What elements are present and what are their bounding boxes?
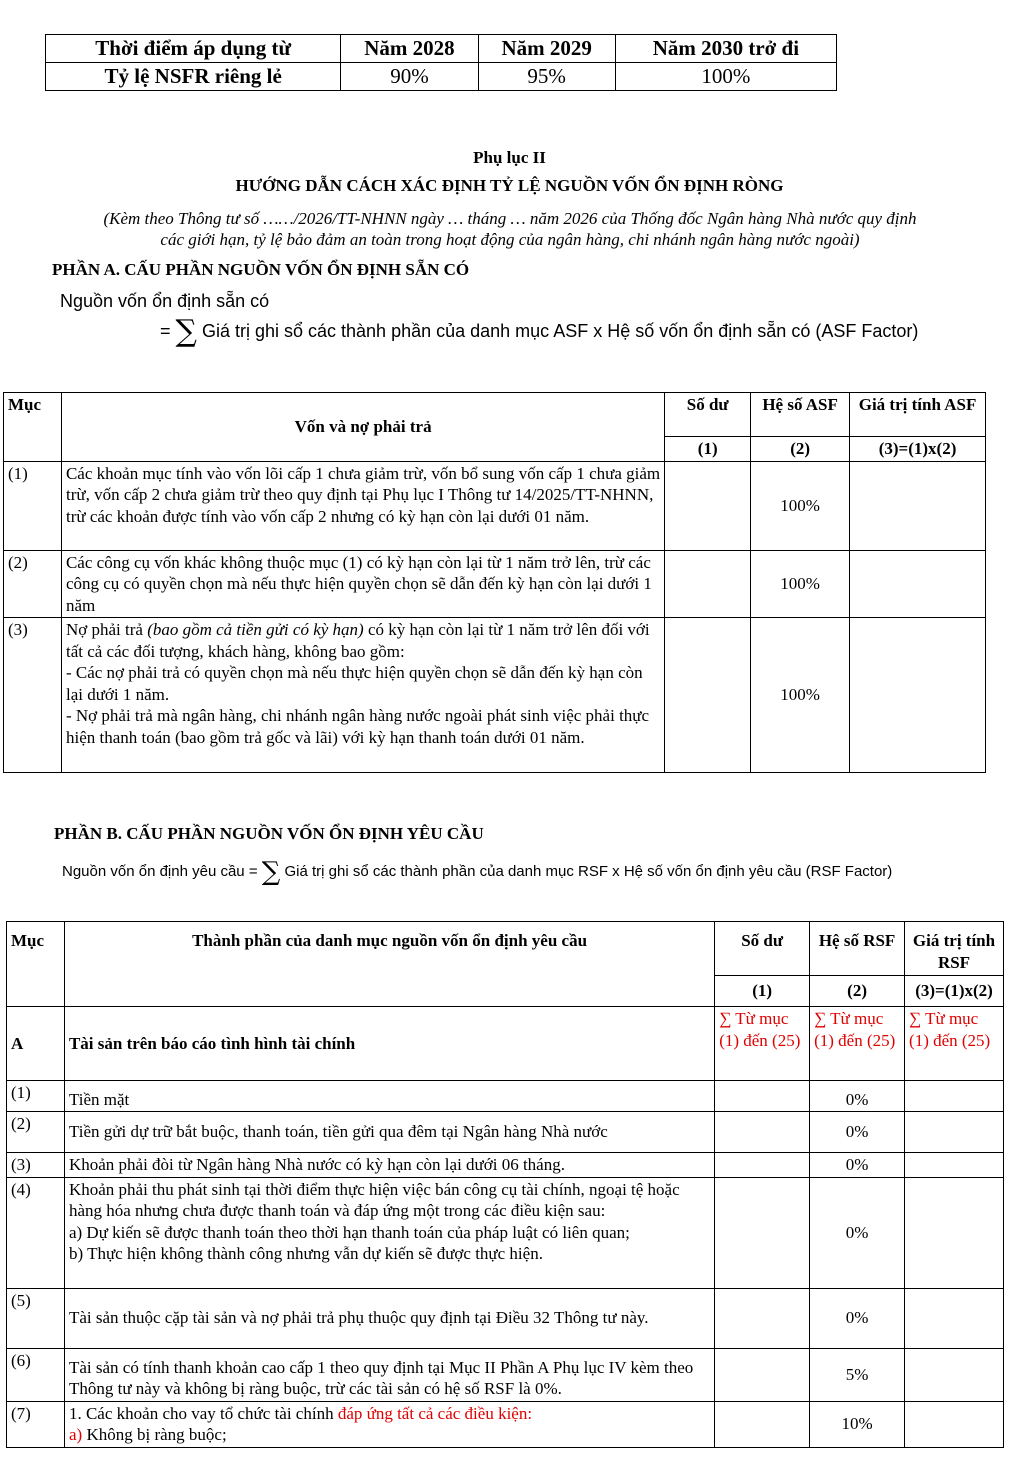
row-muc: A [7, 1007, 65, 1081]
row-muc: (5) [7, 1288, 65, 1348]
row-value [905, 1348, 1004, 1401]
row-factor: ∑ Từ mục (1) đến (25) [810, 1007, 905, 1081]
row-balance [715, 1401, 810, 1447]
appendix-title: Phụ lục II [473, 148, 546, 167]
asf-header-balance: Số dư [665, 393, 751, 437]
appendix-note [20, 208, 1000, 250]
rsf-header-value: Giá trị tính RSF [905, 922, 1004, 976]
row-desc-text: Nợ phải trả [65, 620, 148, 639]
row-desc-text: Khoản phải thu phát sinh tại thời điểm thực hiện việc bán công cụ tài chính, ngoại tệ hoặc hàng hóa nhưng chưa được thanh toán và đáp ứng một trong các điều kiện sau: [68, 1179, 680, 1220]
row-desc: Các công cụ vốn khác không thuộc mục (1) có kỳ hạn còn lại từ 1 năm trở lên, trừ các công cụ có quyền chọn mà nếu thực hiện quyền chọn sẽ dẫn đến kỳ hạn còn lại dưới 1 năm [61, 550, 664, 618]
nsfr-schedule-table [45, 34, 837, 91]
row-balance [665, 550, 751, 618]
row-value [850, 461, 986, 550]
row-balance [665, 461, 751, 550]
table-row [7, 1177, 1004, 1288]
asf-formula-lhs: Nguồn vốn ổn định sẵn có [60, 291, 270, 311]
row-desc-bullet: - Nợ phải trả mà ngân hàng, chi nhánh ngân hàng nước ngoài phát sinh việc phải thực hiện thanh toán (bao gồm trả gốc và lãi) với kỳ hạn thanh toán dưới 01 năm. [65, 706, 650, 747]
row-factor: 0% [810, 1081, 905, 1112]
row-desc: Tài sản trên báo cáo tình hình tài chính [64, 1007, 714, 1081]
row-value [850, 618, 986, 773]
row-factor: 0% [810, 1153, 905, 1178]
asf-col-num-1: (1) [665, 437, 751, 462]
row-muc: (2) [4, 550, 62, 618]
row-value [905, 1112, 1004, 1153]
row-factor: 100% [751, 461, 850, 550]
rsf-formula [62, 857, 892, 887]
row-muc: (1) [4, 461, 62, 550]
rsf-header-muc: Mục [7, 922, 65, 1007]
equals-sign: = [248, 863, 258, 880]
row-value [850, 550, 986, 618]
row-desc [64, 1401, 714, 1447]
row-factor: 5% [810, 1348, 905, 1401]
asf-col-num-2: (2) [751, 437, 850, 462]
row-muc: (4) [7, 1177, 65, 1288]
row-value [905, 1081, 1004, 1112]
appendix-note-line2: các giới hạn, tỷ lệ bảo đảm an toàn trong hoạt động của ngân hàng, chi nhánh ngân hàng nước ngoài) [160, 230, 860, 249]
row-balance [715, 1288, 810, 1348]
row-value [905, 1153, 1004, 1178]
row-desc: Tài sản thuộc cặp tài sản và nợ phải trả phụ thuộc quy định tại Điều 32 Thông tư này. [64, 1288, 714, 1348]
asf-header-desc: Vốn và nợ phải trả [61, 393, 664, 462]
part-b-title: PHẦN B. CẤU PHẦN NGUỒN VỐN ỔN ĐỊNH YÊU CẦU [54, 824, 484, 843]
schedule-value-2028: 90% [341, 63, 478, 91]
rsf-formula-lhs: Nguồn vốn ổn định yêu cầu [62, 863, 245, 880]
appendix-note-line1: (Kèm theo Thông tư số ……/2026/TT-NHNN ngày … tháng … năm 2026 của Thống đốc Ngân hàng Nhà nước quy định [103, 209, 917, 228]
table-row [7, 1112, 1004, 1153]
row-factor: 0% [810, 1177, 905, 1288]
table-row [7, 1288, 1004, 1348]
asf-header-value: Giá trị tính ASF [850, 393, 986, 437]
row-desc-text: b) Thực hiện không thành công nhưng vẫn dự kiến sẽ được thực hiện. [68, 1244, 543, 1263]
schedule-row-label: Tỷ lệ NSFR riêng lẻ [46, 63, 341, 91]
schedule-header-2028: Năm 2028 [341, 35, 478, 63]
table-row [7, 1007, 1004, 1081]
schedule-header-2030: Năm 2030 trở đi [615, 35, 836, 63]
rsf-col-num-2: (2) [810, 976, 905, 1007]
row-desc [64, 1177, 714, 1288]
rsf-formula-text: Giá trị ghi sổ các thành phần của danh mục RSF x Hệ số vốn ổn định yêu cầu (RSF Factor) [284, 863, 893, 880]
schedule-header-label: Thời điểm áp dụng từ [46, 35, 341, 63]
table-row [7, 1348, 1004, 1401]
asf-col-num-3: (3)=(1)x(2) [850, 437, 986, 462]
row-value [905, 1177, 1004, 1288]
row-desc-text: có kỳ hạn còn lại từ 1 năm trở lên đối với tất cả các đối tượng, khách hàng, không bao gồm: [65, 620, 650, 661]
row-muc: (3) [4, 618, 62, 773]
table-row [7, 1153, 1004, 1178]
rsf-col-num-3: (3)=(1)x(2) [905, 976, 1004, 1007]
row-factor: 10% [810, 1401, 905, 1447]
row-muc: (3) [7, 1153, 65, 1178]
row-desc-bullet: - Các nợ phải trả có quyền chọn mà nếu thực hiện quyền chọn sẽ dẫn đến kỳ hạn còn lại dưới 1 năm. [65, 663, 643, 704]
row-value [905, 1288, 1004, 1348]
rsf-table [6, 921, 1004, 1448]
row-desc [61, 618, 664, 773]
row-factor: 0% [810, 1112, 905, 1153]
rsf-header-balance: Số dư [715, 922, 810, 976]
row-desc-text: a) Dự kiến sẽ được thanh toán theo thời hạn thanh toán của pháp luật có liên quan; [68, 1222, 630, 1242]
sigma-icon: ∑ [175, 314, 197, 349]
schedule-value-2029: 95% [478, 63, 615, 91]
row-desc: Các khoản mục tính vào vốn lõi cấp 1 chưa giảm trừ, vốn bổ sung vốn cấp 1 chưa giảm trừ, vốn cấp 2 chưa giảm trừ theo quy định tại Phụ lục I Thông tư 14/2025/TT-NHNN, trừ các khoản được tính vào vốn cấp 2 nhưng có kỳ hạn còn lại dưới 01 năm. [61, 461, 664, 550]
row-desc-text: 1. Các khoản cho vay tổ chức tài chính [68, 1403, 338, 1423]
row-desc: Khoản phải đòi từ Ngân hàng Nhà nước có kỳ hạn còn lại dưới 06 tháng. [64, 1153, 714, 1178]
row-balance [715, 1153, 810, 1178]
equals-sign: = [160, 321, 171, 341]
row-muc: (6) [7, 1348, 65, 1401]
row-desc-red: đáp ứng tất cả các điều kiện: [337, 1403, 533, 1423]
table-row [4, 550, 986, 618]
row-desc-red: a) [68, 1425, 87, 1444]
row-balance [715, 1112, 810, 1153]
row-desc-italic: (bao gồm cả tiền gửi có kỳ hạn) [147, 620, 364, 639]
table-row [4, 618, 986, 773]
row-balance [715, 1177, 810, 1288]
row-balance [715, 1348, 810, 1401]
table-row [7, 1081, 1004, 1112]
row-value: ∑ Từ mục (1) đến (25) [905, 1007, 1004, 1081]
appendix-heading: HƯỚNG DẪN CÁCH XÁC ĐỊNH TỶ LỆ NGUỒN VỐN ỔN ĐỊNH RÒNG [235, 176, 784, 195]
sigma-icon: ∑ [261, 857, 281, 887]
asf-formula-rhs [160, 314, 918, 349]
row-balance [665, 618, 751, 773]
schedule-value-2030: 100% [615, 63, 836, 91]
row-desc: Tiền gửi dự trữ bắt buộc, thanh toán, tiền gửi qua đêm tại Ngân hàng Nhà nước [64, 1112, 714, 1153]
part-a-title: PHẦN A. CẤU PHẦN NGUỒN VỐN ỔN ĐỊNH SẴN CÓ [52, 260, 470, 279]
row-desc-text: Không bị ràng buộc; [86, 1425, 227, 1444]
row-muc: (2) [7, 1112, 65, 1153]
asf-header-factor: Hệ số ASF [751, 393, 850, 437]
row-factor: 100% [751, 618, 850, 773]
row-factor: 0% [810, 1288, 905, 1348]
rsf-header-factor: Hệ số RSF [810, 922, 905, 976]
row-muc: (7) [7, 1401, 65, 1447]
rsf-header-desc: Thành phần của danh mục nguồn vốn ổn định yêu cầu [64, 922, 714, 1007]
row-muc: (1) [7, 1081, 65, 1112]
schedule-header-2029: Năm 2029 [478, 35, 615, 63]
row-value [905, 1401, 1004, 1447]
table-row [7, 1401, 1004, 1447]
row-desc: Tài sản có tính thanh khoản cao cấp 1 theo quy định tại Mục II Phần A Phụ lục IV kèm theo Thông tư này và không bị ràng buộc, trừ các tài sản có hệ số RSF là 0%. [64, 1348, 714, 1401]
row-balance [715, 1081, 810, 1112]
row-factor: 100% [751, 550, 850, 618]
rsf-col-num-1: (1) [715, 976, 810, 1007]
asf-formula-text: Giá trị ghi sổ các thành phần của danh mục ASF x Hệ số vốn ổn định sẵn có (ASF Factor) [201, 321, 919, 341]
asf-table [3, 392, 986, 773]
row-balance: ∑ Từ mục (1) đến (25) [715, 1007, 810, 1081]
row-desc: Tiền mặt [64, 1081, 714, 1112]
asf-header-muc: Mục [4, 393, 62, 462]
table-row [4, 461, 986, 550]
